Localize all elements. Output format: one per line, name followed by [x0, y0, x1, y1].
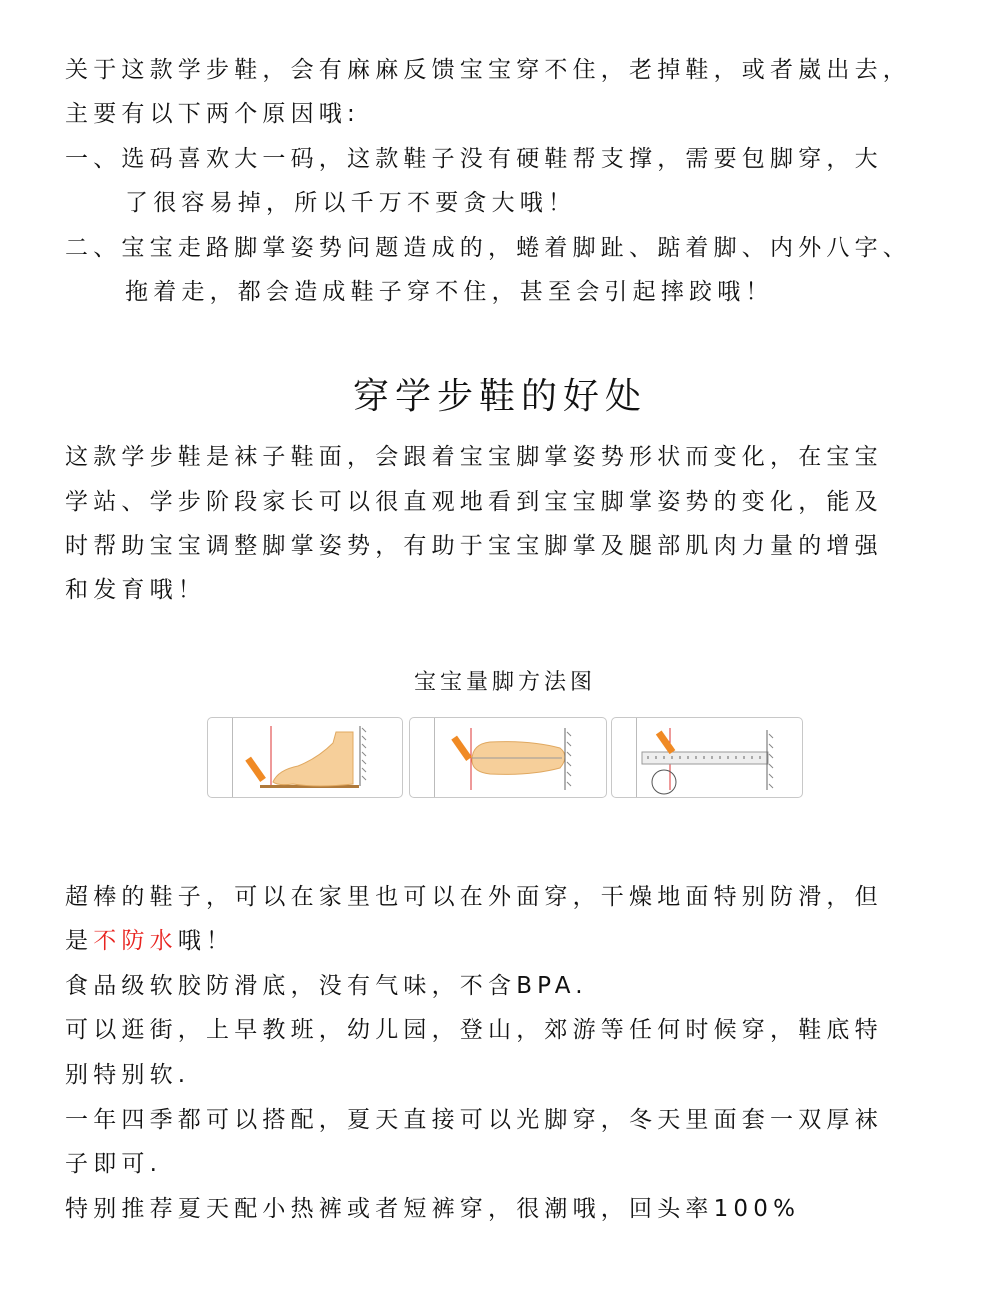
- reason-two-cont: 拖着走，都会造成鞋子穿不住，甚至会引起摔跤哦！: [125, 279, 774, 305]
- foot-side-illustration: [208, 718, 402, 797]
- text: 是: [65, 928, 94, 954]
- feature-line: 子即可.: [65, 1151, 163, 1177]
- intro-line: 关于这款学步鞋，会有麻麻反馈宝宝穿不住，老掉鞋，或者崴出去，: [65, 57, 911, 83]
- benefits-line: 学站、学步阶段家长可以很直观地看到宝宝脚掌姿势的变化，能及: [65, 489, 883, 515]
- feature-line: 食品级软胶防滑底，没有气味，不含BPA.: [65, 973, 588, 999]
- foot-top-illustration: [410, 718, 606, 797]
- feature-line-waterproof: [65, 926, 234, 956]
- text: 哦！: [177, 928, 235, 954]
- measure-step-top-view: [409, 717, 607, 798]
- reason-two: 二、宝宝走路脚掌姿势问题造成的，蜷着脚趾、踮着脚、内外八字、: [65, 235, 911, 261]
- diagram-title: 宝宝量脚方法图: [413, 670, 596, 695]
- ruler-illustration: [612, 718, 802, 797]
- reason-one: 一、选码喜欢大一码，这款鞋子没有硬鞋帮支撑，需要包脚穿，大: [65, 146, 883, 172]
- reason-one-cont: 了很容易掉，所以千万不要贪大哦！: [125, 190, 577, 216]
- feature-line: 一年四季都可以搭配，夏天直接可以光脚穿，冬天里面套一双厚袜: [65, 1107, 883, 1133]
- feature-line: 别特别软.: [65, 1062, 191, 1088]
- measure-step-ruler: [611, 717, 803, 798]
- not-waterproof-highlight: 不防水: [93, 928, 178, 954]
- feature-line: 超棒的鞋子，可以在家里也可以在外面穿，干燥地面特别防滑，但: [65, 884, 883, 910]
- feature-line: 可以逛街，上早教班，幼儿园，登山，郊游等任何时候穿，鞋底特: [65, 1017, 883, 1043]
- benefits-line: 这款学步鞋是袜子鞋面，会跟着宝宝脚掌姿势形状而变化，在宝宝: [65, 444, 883, 470]
- measure-step-side-view: [207, 717, 403, 798]
- benefits-line: 时帮助宝宝调整脚掌姿势，有助于宝宝脚掌及腿部肌肉力量的增强: [65, 533, 883, 559]
- benefits-line: 和发育哦！: [65, 577, 206, 603]
- feature-line: 特别推荐夏天配小热裤或者短裤穿，很潮哦，回头率100%: [65, 1196, 801, 1222]
- intro-line: 主要有以下两个原因哦:: [65, 101, 360, 127]
- section-title: 穿学步鞋的好处: [352, 376, 647, 417]
